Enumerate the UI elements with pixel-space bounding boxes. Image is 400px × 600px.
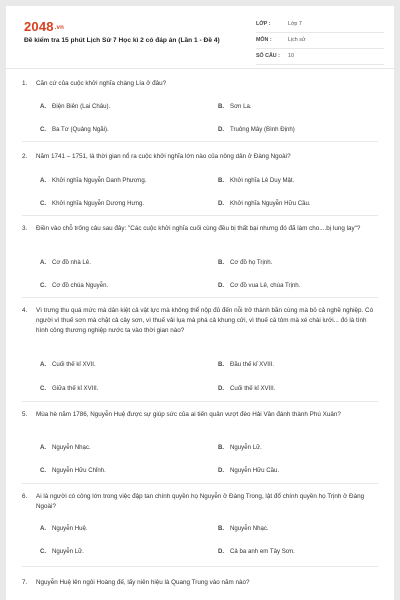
exam-title: Đề kiểm tra 15 phút Lịch Sử 7 Học kì 2 có đáp án (Lần 1 - Đề 4)	[24, 37, 220, 44]
option-letter: D.	[218, 467, 225, 474]
option-text: Nguyễn Lữ.	[52, 548, 84, 555]
option-letter: C.	[40, 385, 47, 392]
option-c[interactable]	[40, 547, 84, 557]
question-divider	[22, 141, 378, 142]
exam-meta	[256, 17, 384, 65]
question-divider	[22, 566, 378, 567]
option-text: Nguyễn Hữu Cầu.	[230, 467, 280, 474]
site-logo[interactable]	[24, 19, 64, 34]
option-letter: A.	[40, 361, 47, 368]
question-divider	[22, 297, 378, 298]
option-d[interactable]	[218, 125, 295, 135]
question-number: 3.	[22, 225, 28, 232]
option-letter: C.	[40, 467, 47, 474]
option-letter: D.	[218, 126, 225, 133]
option-c[interactable]	[40, 466, 106, 476]
option-b[interactable]	[218, 360, 274, 370]
meta-row-class	[256, 17, 384, 33]
option-d[interactable]	[218, 466, 279, 476]
option-letter: C.	[40, 548, 47, 555]
option-letter: A.	[40, 103, 47, 110]
meta-key: MÔN :	[256, 37, 272, 43]
option-text: Nguyễn Nhạc.	[230, 525, 269, 532]
option-text: Nguyễn Nhạc.	[52, 444, 91, 451]
option-text: Sơn La.	[230, 103, 252, 110]
option-b[interactable]	[218, 176, 294, 186]
option-text: Giữa thế kỉ XVIII.	[52, 385, 99, 392]
option-b[interactable]	[218, 102, 252, 112]
option-text: Nguyễn Hữu Chỉnh.	[52, 467, 106, 474]
question-text: Nguyễn Huệ lên ngôi Hoàng đế, lấy niên hiệu là Quang Trung vào năm nào?	[36, 579, 250, 586]
question-number: 5.	[22, 411, 28, 418]
option-text: Truông Mây (Bình Định)	[230, 126, 295, 133]
option-letter: A.	[40, 177, 47, 184]
option-letter: D.	[218, 385, 225, 392]
question-number: 7.	[22, 579, 28, 586]
option-d[interactable]	[218, 547, 295, 557]
meta-row-count	[256, 49, 384, 65]
question-number: 4.	[22, 307, 28, 314]
question-text: Mùa hè năm 1786, Nguyễn Huệ được sự giúp sức của ai tiến quân vượt đèo Hải Vân đánh thành Phú Xuân?	[36, 411, 341, 418]
option-a[interactable]	[40, 524, 88, 534]
option-letter: A.	[40, 525, 47, 532]
option-a[interactable]	[40, 443, 91, 453]
option-letter: A.	[40, 444, 47, 451]
option-a[interactable]	[40, 258, 91, 268]
meta-value: Lịch sử	[288, 37, 306, 43]
option-letter: D.	[218, 200, 225, 207]
question-text: Ai là người có công lớn trong việc đập tan chính quyền họ Nguyễn ở Đàng Trong, lật đổ chính quyền họ Trịnh ở Đàng Ngoài?	[36, 493, 365, 510]
option-a[interactable]	[40, 102, 110, 112]
logo-tld: .vn	[54, 24, 65, 31]
option-d[interactable]	[218, 281, 300, 291]
option-c[interactable]	[40, 125, 109, 135]
exam-header	[6, 6, 394, 69]
option-text: Khởi nghĩa Nguyễn Dương Hưng.	[52, 200, 145, 207]
option-text: Khởi nghĩa Lê Duy Mật.	[230, 177, 295, 184]
option-text: Nguyễn Huệ.	[52, 525, 88, 532]
option-text: Đầu thế kỉ XVIII.	[230, 361, 275, 368]
question-divider	[22, 483, 378, 484]
option-text: Cuối thế kỉ XVIII.	[230, 385, 276, 392]
meta-key: LỚP :	[256, 21, 271, 27]
question-number: 1.	[22, 80, 28, 87]
option-text: Cơ đồ họ Trịnh.	[230, 259, 273, 266]
question-divider	[22, 215, 378, 216]
option-letter: B.	[218, 444, 225, 451]
question-text: Căn cứ của cuộc khởi nghĩa chàng Lía ở đâu?	[36, 80, 167, 87]
option-letter: B.	[218, 361, 225, 368]
meta-key: SỐ CÂU :	[256, 53, 280, 59]
question-text: Điền vào chỗ trống câu sau đây: "Các cuộc khởi nghĩa cuối cùng đều bị thất bại nhưng đó đã làm cho....bị lung lay"?	[36, 225, 361, 232]
option-d[interactable]	[218, 199, 311, 209]
option-letter: B.	[218, 103, 225, 110]
option-letter: C.	[40, 200, 47, 207]
option-text: Nguyễn Lữ.	[230, 444, 262, 451]
option-c[interactable]	[40, 281, 108, 291]
option-a[interactable]	[40, 176, 146, 186]
exam-paper	[6, 6, 394, 600]
question-divider	[22, 401, 378, 402]
option-text: Khởi nghĩa Nguyễn Hữu Cầu.	[230, 200, 311, 207]
option-text: Khởi nghĩa Nguyễn Danh Phương.	[52, 177, 147, 184]
logo-main: 2048	[24, 19, 54, 34]
option-b[interactable]	[218, 524, 269, 534]
option-c[interactable]	[40, 199, 144, 209]
option-c[interactable]	[40, 384, 98, 394]
meta-row-subject	[256, 33, 384, 49]
option-text: Ba Tơ (Quảng Ngãi).	[52, 126, 109, 133]
option-letter: B.	[218, 259, 225, 266]
option-text: Điện Biên (Lai Châu).	[52, 103, 111, 110]
option-text: Cơ đồ vua Lê, chúa Trịnh.	[230, 282, 301, 289]
question-text: Năm 1741 – 1751, là thời gian nổ ra cuộc khởi nghĩa lớn nào của nông dân ở Đàng Ngoài?	[36, 153, 291, 160]
option-letter: C.	[40, 282, 47, 289]
meta-value: Lớp 7	[288, 21, 302, 27]
option-letter: D.	[218, 548, 225, 555]
option-text: Cả ba anh em Tây Sơn.	[230, 548, 295, 555]
option-letter: C.	[40, 126, 47, 133]
meta-value: 10	[288, 53, 294, 59]
question-number: 6.	[22, 493, 28, 500]
option-text: Cuối thế kỉ XVII.	[52, 361, 96, 368]
option-letter: A.	[40, 259, 47, 266]
question-number: 2.	[22, 153, 28, 160]
option-letter: B.	[218, 177, 225, 184]
option-text: Cơ đồ nhà Lê.	[52, 259, 91, 266]
option-letter: B.	[218, 525, 225, 532]
option-b[interactable]	[218, 443, 262, 453]
option-text: Cơ đồ chúa Nguyễn.	[52, 282, 109, 289]
option-b[interactable]	[218, 258, 272, 268]
question-text: Vì trưng thu quá mức mà dân kiệt cả vật lực mà không thể nộp đủ đến nỗi trở thành bần cùng mà bỏ cả nghề nghiệp. Có người vì thuế sơn mà chặt cả cây sơn, vì thuế vải lụa mà phá cả khung cửi, vì thuế cá tôm mà xé chài lưới... đó là tình hình công thương nghiệp nước ta vào thời gian nào?	[36, 307, 374, 334]
option-d[interactable]	[218, 384, 275, 394]
option-a[interactable]	[40, 360, 96, 370]
option-letter: D.	[218, 282, 225, 289]
